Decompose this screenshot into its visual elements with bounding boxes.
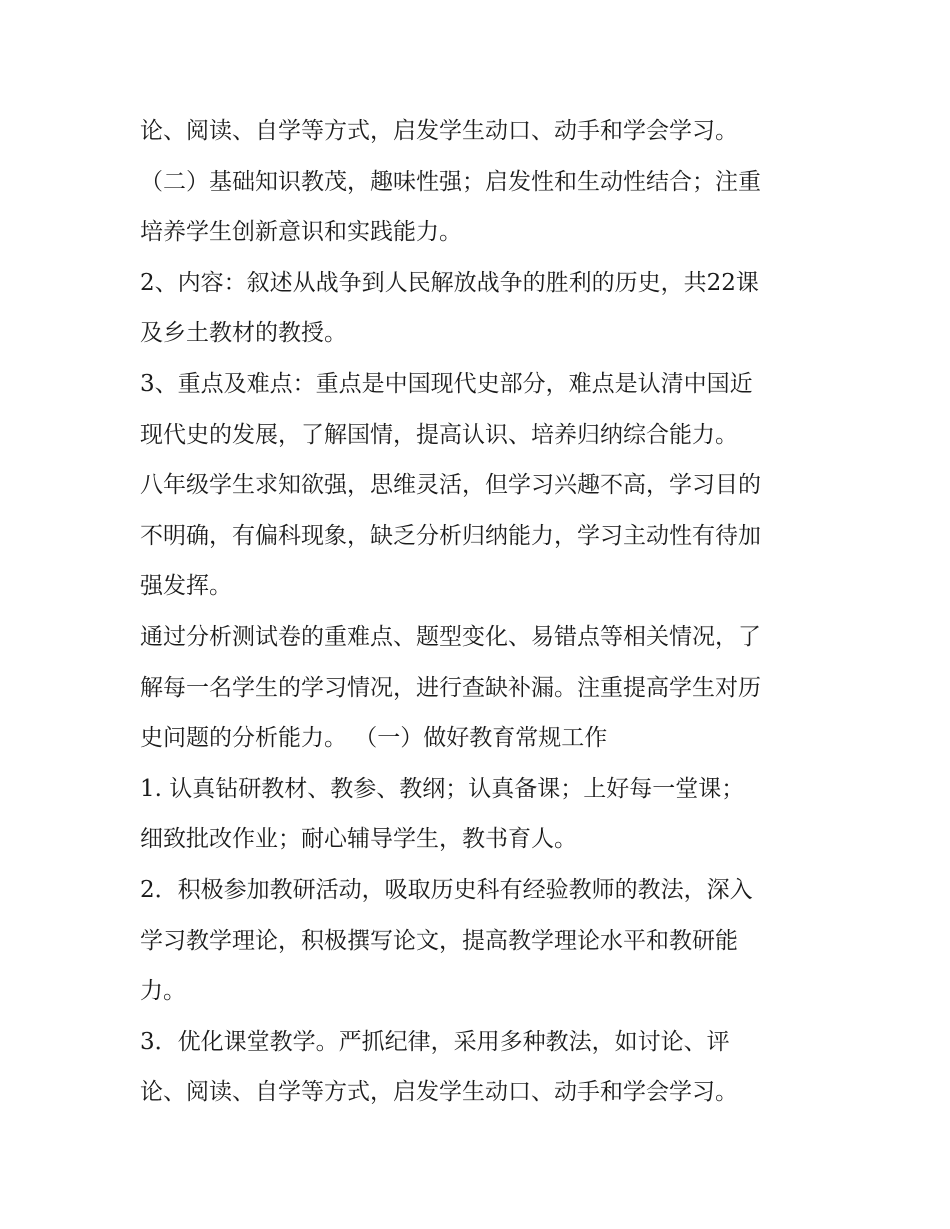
text-line: 解每一名学生的学习情况，进行查缺补漏。注重提高学生对历 bbox=[140, 674, 761, 701]
text-line: 不明确，有偏科现象，缺乏分析归纳能力，学习主动性有待加 bbox=[140, 522, 761, 549]
text-line: 培养学生创新意识和实践能力。 bbox=[140, 219, 462, 246]
text-line: （二）基础知识教茂，趣味性强；启发性和生动性结合；注重 bbox=[140, 168, 761, 195]
text-line: 力。 bbox=[140, 978, 186, 1005]
text-line: 史问题的分析能力。 （一）做好教育常规工作 bbox=[140, 725, 608, 752]
document-body bbox=[140, 106, 820, 1118]
text-line: 八年级学生求知欲强，思维灵活，但学习兴趣不高，学习目的 bbox=[140, 472, 761, 499]
text-line: 论、阅读、自学等方式，启发学生动口、动手和学会学习。 bbox=[140, 1079, 738, 1106]
text-line: 2、内容：叙述从战争到人民解放战争的胜利的历史，共22课 bbox=[140, 269, 759, 296]
text-line: 及乡土教材的教授。 bbox=[140, 320, 347, 347]
text-line: 通过分析测试卷的重难点、题型变化、易错点等相关情况，了 bbox=[140, 623, 761, 650]
text-line: 1. 认真钻研教材、教参、教纲；认真备课；上好每一堂课； bbox=[140, 775, 745, 802]
text-line: 学习教学理论，积极撰写论文，提高教学理论水平和教研能 bbox=[140, 927, 738, 954]
text-line: 论、阅读、自学等方式，启发学生动口、动手和学会学习。 bbox=[140, 118, 738, 144]
text-line: 2．积极参加教研活动，吸取历史科有经验教师的教法，深入 bbox=[140, 876, 753, 903]
text-line: 强发挥。 bbox=[140, 573, 232, 600]
text-line: 3、重点及难点：重点是中国现代史部分，难点是认清中国近 bbox=[140, 370, 753, 397]
text-line: 3．优化课堂教学。严抓纪律，采用多种教法，如讨论、评 bbox=[140, 1028, 730, 1055]
text-line: 细致批改作业；耐心辅导学生，教书育人。 bbox=[140, 826, 577, 853]
text-line: 现代史的发展，了解国情，提高认识、培养归纳综合能力。 bbox=[140, 421, 738, 448]
